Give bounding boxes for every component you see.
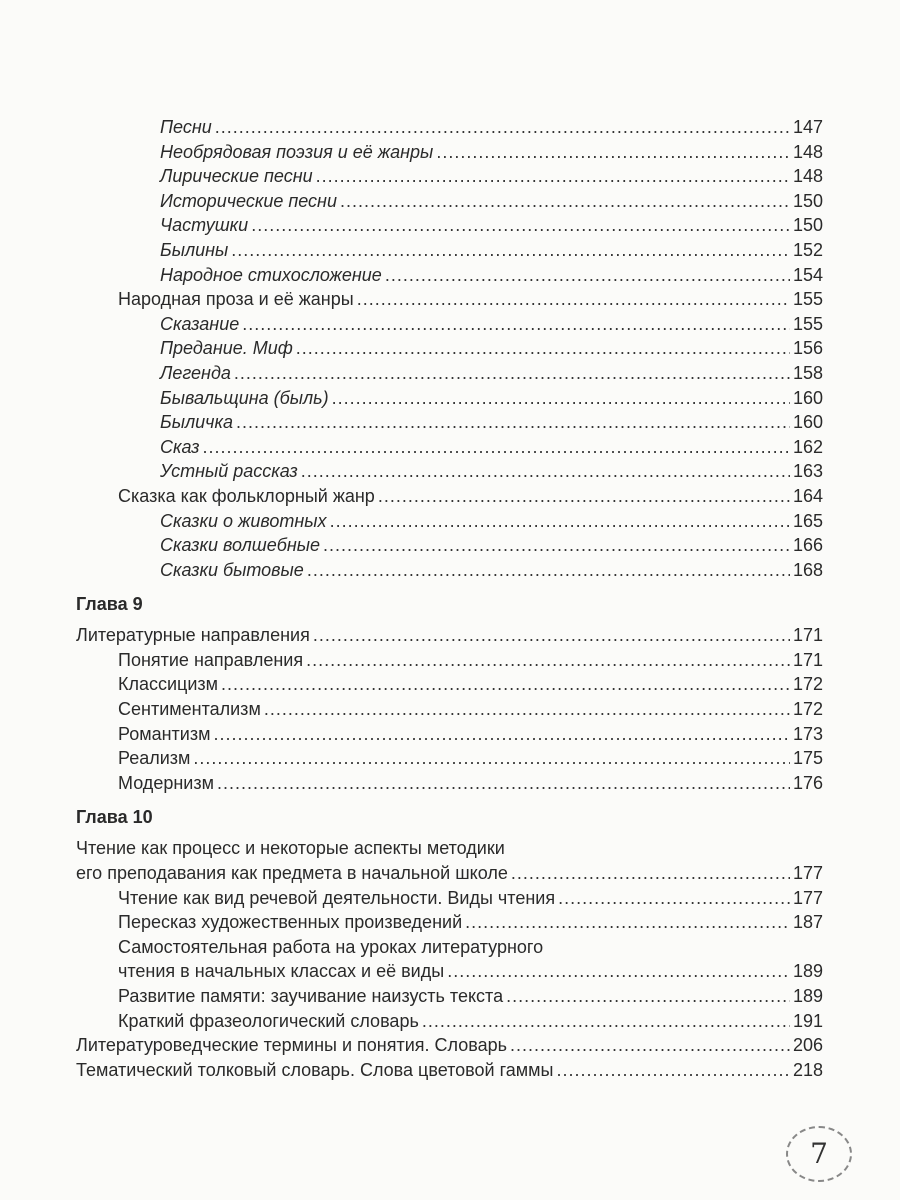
toc-entry[interactable] xyxy=(76,1033,823,1058)
leader-dots xyxy=(313,623,790,648)
leader-dots xyxy=(436,140,790,165)
leader-dots xyxy=(217,771,790,796)
toc-entry-title: Реализм xyxy=(118,748,191,769)
toc-entry-page: 191 xyxy=(792,1010,823,1031)
toc-entry-page: 152 xyxy=(792,239,823,260)
leader-dots xyxy=(202,435,789,460)
toc-entry-page: 173 xyxy=(792,723,823,744)
toc-entry-page: 175 xyxy=(792,748,823,769)
leader-dots xyxy=(193,746,790,771)
toc-entry-title: Сентиментализм xyxy=(118,699,261,720)
leader-dots xyxy=(422,1009,790,1034)
toc-entry-page: 148 xyxy=(792,141,823,162)
toc-entry[interactable] xyxy=(76,746,823,771)
toc-entry-page: 168 xyxy=(792,559,823,580)
toc-entry[interactable] xyxy=(76,484,823,509)
toc-entry-page: 150 xyxy=(792,190,823,211)
leader-dots xyxy=(307,558,790,583)
toc-entry[interactable] xyxy=(76,697,823,722)
toc-entry-page: 218 xyxy=(792,1059,823,1080)
toc-entry-title: Литературоведческие термины и понятия. Словарь xyxy=(76,1035,508,1056)
toc-entry-page: 165 xyxy=(792,510,823,531)
toc-entry[interactable] xyxy=(76,459,823,484)
toc-entry-page: 150 xyxy=(792,215,823,236)
toc-entry-title: Пересказ художественных произведений xyxy=(118,912,463,933)
toc-entry-title: Краткий фразеологический словарь xyxy=(118,1010,419,1031)
toc-entry[interactable] xyxy=(76,509,823,534)
toc-entry-page: 158 xyxy=(792,362,823,383)
toc-entry-page: 176 xyxy=(792,772,823,793)
leader-dots xyxy=(236,410,790,435)
toc-entry-title: Бывальщина (быль) xyxy=(160,387,329,408)
toc-entry[interactable] xyxy=(76,1009,823,1034)
toc-entry-title: Сказ xyxy=(160,436,200,457)
leader-dots xyxy=(465,910,790,935)
leader-dots xyxy=(510,1033,790,1058)
toc-entry-title: Лирические песни xyxy=(160,166,313,187)
leader-dots xyxy=(301,459,790,484)
toc-entry-title: Чтение как вид речевой деятельности. Виды чтения xyxy=(118,887,556,908)
toc-entry-page: 148 xyxy=(792,166,823,187)
toc-entry-page: 162 xyxy=(792,436,823,457)
toc-entry-page: 155 xyxy=(792,313,823,334)
leader-dots xyxy=(221,672,790,697)
toc-entry-title: Былины xyxy=(160,239,229,260)
toc-entry-title: Сказки о животных xyxy=(160,510,327,531)
toc-entry-page: 154 xyxy=(792,264,823,285)
toc-entry[interactable] xyxy=(76,533,823,558)
toc-entry[interactable] xyxy=(76,910,823,935)
leader-dots xyxy=(242,312,790,337)
toc-entry-title: Чтение как процесс и некоторые аспекты методики xyxy=(76,838,505,859)
toc-entry-title: Устный рассказ xyxy=(160,461,298,482)
toc-entry-page: 155 xyxy=(792,289,823,310)
toc-entry[interactable] xyxy=(76,312,823,337)
toc-entry-page: 166 xyxy=(792,535,823,556)
toc-entry-title: Легенда xyxy=(160,362,231,383)
toc-entry[interactable] xyxy=(76,336,823,361)
toc-entry-page: 156 xyxy=(792,338,823,359)
toc-entry[interactable] xyxy=(76,213,823,238)
toc-entry[interactable] xyxy=(76,435,823,460)
leader-dots xyxy=(234,361,790,386)
toc-entry-page: 177 xyxy=(792,863,823,884)
toc-entry[interactable] xyxy=(76,836,823,861)
toc-entry[interactable] xyxy=(76,959,823,984)
toc-entry[interactable] xyxy=(76,361,823,386)
toc-entry[interactable] xyxy=(76,410,823,435)
toc-entry-title: Модернизм xyxy=(118,772,214,793)
toc-entry-title: Сказка как фольклорный жанр xyxy=(118,485,375,506)
toc-entry-page: 171 xyxy=(792,649,823,670)
toc-entry[interactable] xyxy=(76,386,823,411)
toc-entry[interactable] xyxy=(76,263,823,288)
toc-entry-title: Частушки xyxy=(160,215,249,236)
toc-entry[interactable] xyxy=(76,984,823,1009)
toc-entry-page: 172 xyxy=(792,674,823,695)
toc-entry[interactable] xyxy=(76,935,823,960)
leader-dots xyxy=(340,189,790,214)
leader-dots xyxy=(296,336,790,361)
toc-entry[interactable] xyxy=(76,1058,823,1083)
leader-dots xyxy=(316,164,790,189)
toc-entry-title: Понятие направления xyxy=(118,649,304,670)
toc-entry[interactable] xyxy=(76,238,823,263)
leader-dots xyxy=(556,1058,789,1083)
toc-entry[interactable] xyxy=(76,558,823,583)
toc-entry[interactable] xyxy=(76,861,823,886)
toc-entry-page: 171 xyxy=(792,625,823,646)
toc-entry-title: Исторические песни xyxy=(160,190,337,211)
leader-dots xyxy=(251,213,790,238)
leader-dots xyxy=(213,722,789,747)
leader-dots xyxy=(332,386,790,411)
toc-entry-title: Самостоятельная работа на уроках литературного xyxy=(118,936,544,957)
toc-entry-page: 160 xyxy=(792,412,823,433)
leader-dots xyxy=(506,984,790,1009)
toc-entry[interactable] xyxy=(76,623,823,648)
leader-dots xyxy=(306,648,790,673)
chapter-heading: Глава 9 xyxy=(76,594,143,615)
leader-dots xyxy=(231,238,790,263)
toc-entry-title: Песни xyxy=(160,117,212,137)
toc-entry-title: Быличка xyxy=(160,412,233,433)
toc-entry-page: 189 xyxy=(792,961,823,982)
toc-entry-title: его преподавания как предмета в начальной школе xyxy=(76,863,508,884)
toc-entry-page: 147 xyxy=(792,117,823,137)
leader-dots xyxy=(323,533,790,558)
toc-entry[interactable] xyxy=(76,886,823,911)
table-of-contents xyxy=(76,115,823,1082)
toc-entry-title: чтения в начальных классах и её виды xyxy=(118,961,445,982)
toc-entry[interactable] xyxy=(76,164,823,189)
leader-dots xyxy=(330,509,790,534)
leader-dots xyxy=(378,484,790,509)
toc-entry-title: Развитие памяти: заучивание наизусть текста xyxy=(118,986,504,1006)
leader-dots xyxy=(357,287,790,312)
toc-entry[interactable] xyxy=(76,672,823,697)
leader-dots xyxy=(215,115,790,140)
toc-entry[interactable] xyxy=(76,115,823,140)
toc-entry-page: 163 xyxy=(792,461,823,482)
toc-entry[interactable] xyxy=(76,722,823,747)
toc-entry[interactable] xyxy=(76,189,823,214)
toc-entry[interactable] xyxy=(76,140,823,165)
toc-entry-title: Тематический толковый словарь. Слова цветовой гаммы xyxy=(76,1059,554,1080)
toc-entry-page: 172 xyxy=(792,699,823,720)
toc-entry-title: Необрядовая поэзия и её жанры xyxy=(160,141,434,162)
chapter-heading: Глава 10 xyxy=(76,807,153,828)
toc-entry-page: 177 xyxy=(792,887,823,908)
toc-entry-page: 189 xyxy=(792,986,823,1006)
toc-entry-page: 187 xyxy=(792,912,823,933)
toc-entry-page: 164 xyxy=(792,485,823,506)
leader-dots xyxy=(447,959,790,984)
page-number: 7 xyxy=(786,1126,852,1182)
leader-dots xyxy=(511,861,790,886)
toc-entry-title: Романтизм xyxy=(118,723,211,744)
toc-entry-page: 160 xyxy=(792,387,823,408)
toc-entry-title: Литературные направления xyxy=(76,625,310,646)
toc-entry-page: 206 xyxy=(792,1035,823,1056)
leader-dots xyxy=(558,886,790,911)
toc-entry-title: Народное стихосложение xyxy=(160,264,382,285)
toc-entry-title: Сказание xyxy=(160,313,240,334)
toc-entry[interactable] xyxy=(76,648,823,673)
toc-entry-title: Сказки волшебные xyxy=(160,535,320,556)
leader-dots xyxy=(385,263,790,288)
toc-entry-title: Классицизм xyxy=(118,674,219,695)
toc-entry-title: Сказки бытовые xyxy=(160,559,304,580)
toc-entry-title: Предание. Миф xyxy=(160,338,293,359)
toc-entry-title: Народная проза и её жанры xyxy=(118,289,354,310)
leader-dots xyxy=(264,697,790,722)
toc-entry[interactable] xyxy=(76,771,823,796)
toc-entry[interactable] xyxy=(76,287,823,312)
